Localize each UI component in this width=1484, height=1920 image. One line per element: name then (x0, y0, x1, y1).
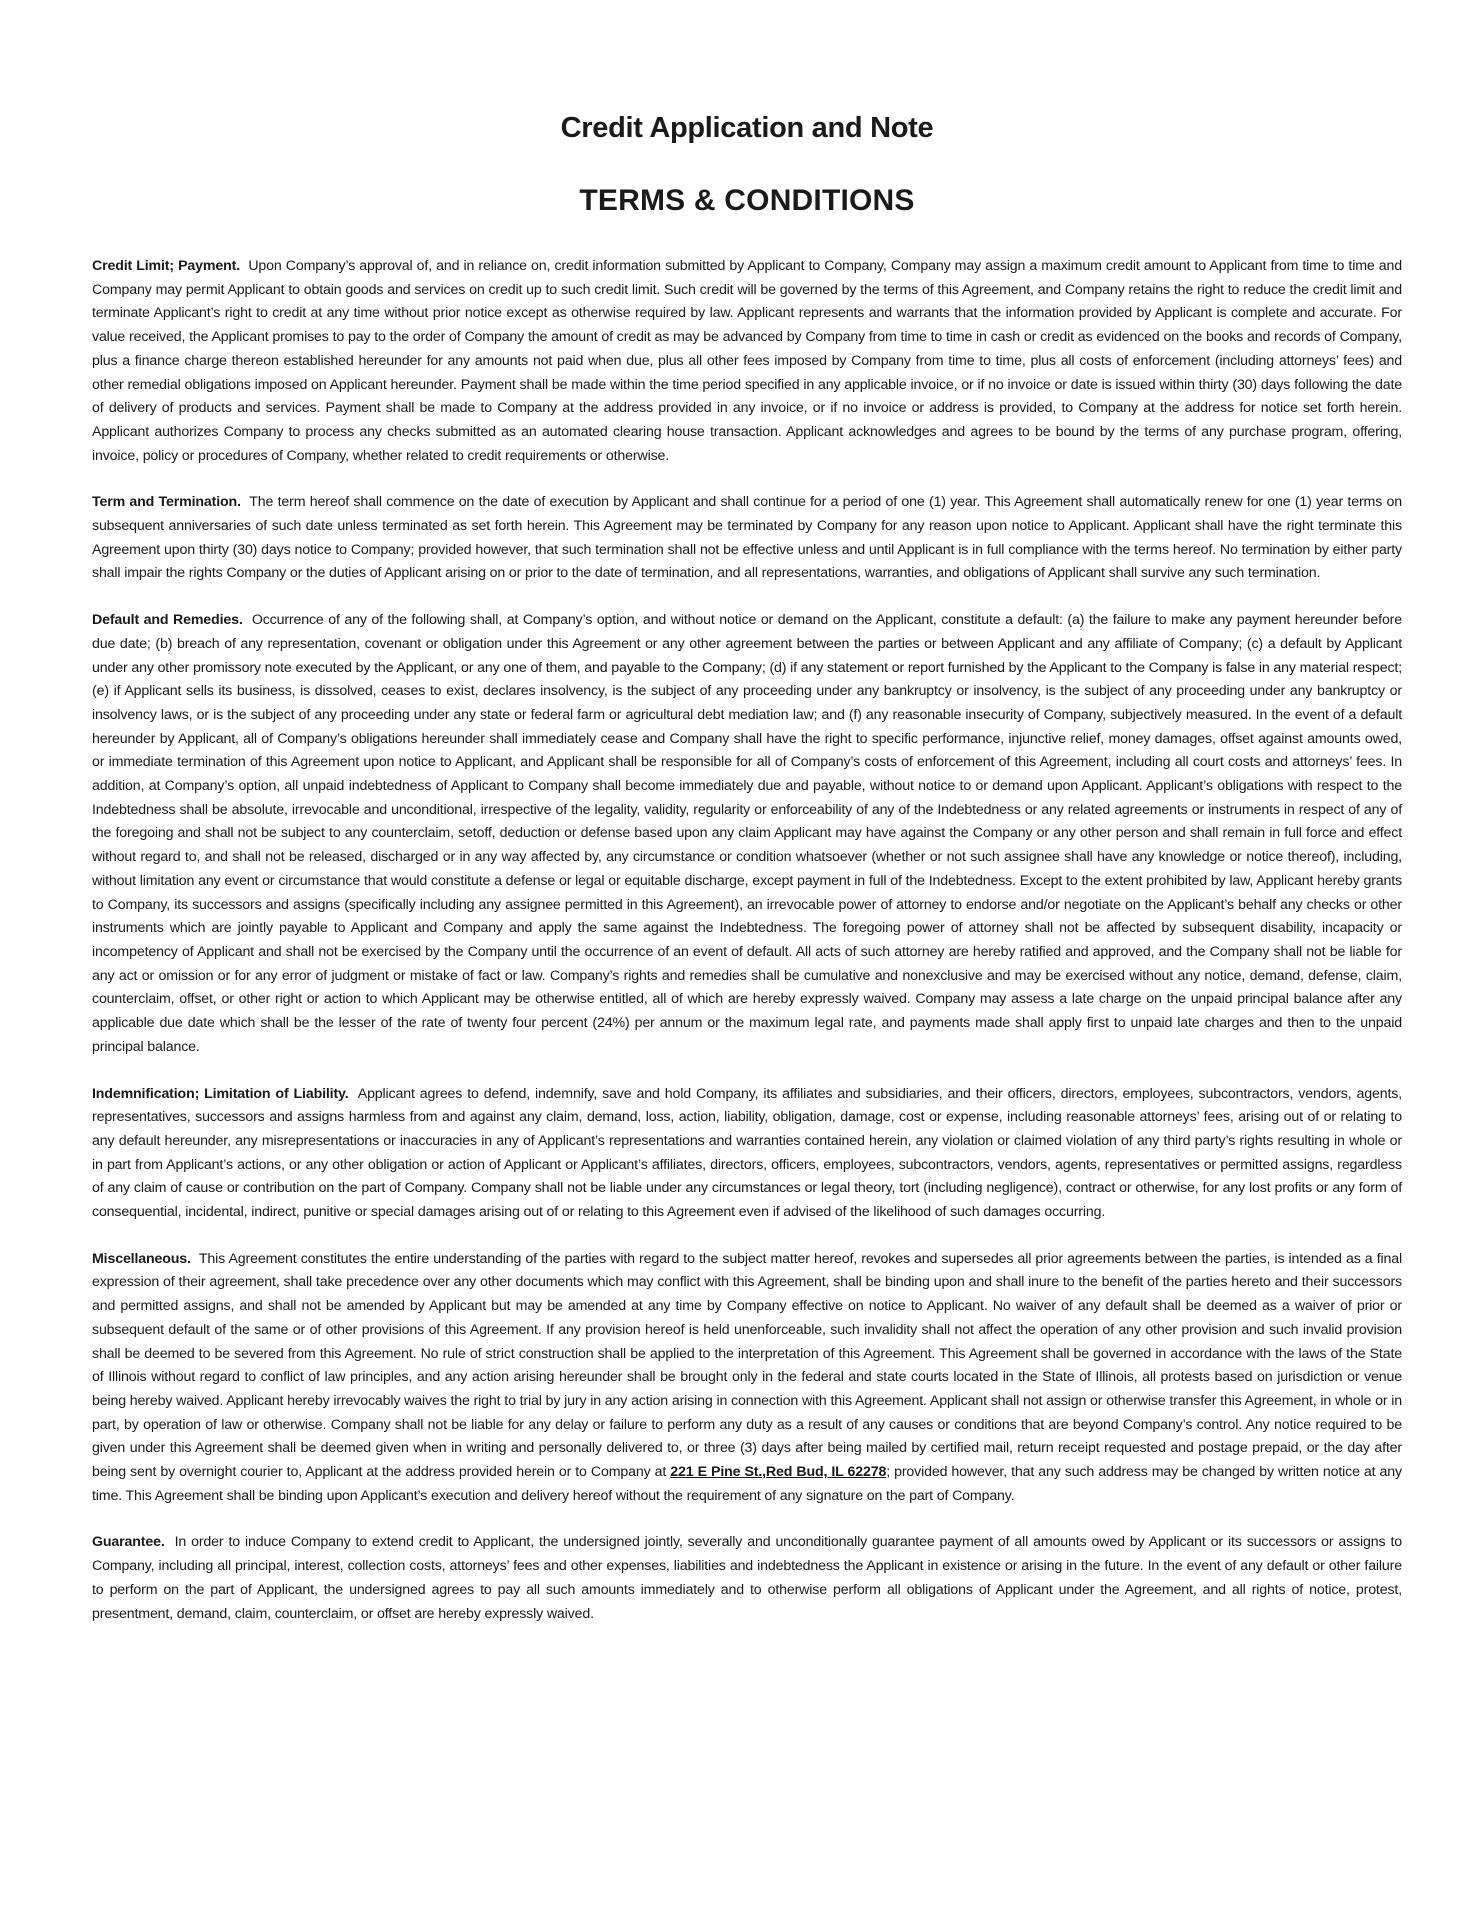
section-default-remedies (92, 609, 1402, 1059)
section-heading: Credit Limit; Payment. (92, 258, 240, 274)
section-credit-limit (92, 255, 1402, 468)
section-heading: Default and Remedies. (92, 612, 243, 629)
section-miscellaneous (92, 1248, 1402, 1509)
section-text: Applicant agrees to defend, indemnify, save and hold Company, its affiliates and subsidiaries, and their officers, directors, employees, subcontractors, vendors, agents, representatives, successors and assigns harmless from and against any claim, demand, loss, action, liability, obligation, damage, cost or expense, including reasonable attorneys’ fees, arising out of or relating to any default hereunder, any misrepresentations or inaccuracies in any of Applicant’s representations and warranties contained herein, any violation or claimed violation of any third party’s rights resulting in whole or in part from Applicant’s actions, or any other obligation or action of Applicant or Applicant’s affiliates, directors, officers, employees, subcontractors, vendors, agents, representatives or permitted assigns, regardless of any claim of cause or contribution on the part of Company. Company shall not be liable under any circumstances or legal theory, tort (including negligence), contract or otherwise, for any lost profits or any form of consequential, incidental, indirect, punitive or special damages arising out of or relating to this Agreement even if advised of the likelihood of such damages occurring. (92, 1085, 1402, 1221)
section-heading: Guarantee. (92, 1534, 165, 1551)
section-indemnification (92, 1083, 1402, 1225)
section-heading: Indemnification; Limitation of Liability. (92, 1085, 349, 1102)
section-text: Upon Company’s approval of, and in reliance on, credit information submitted by Applicant to Company, Company may assign a maximum credit amount to Applicant from time to time and Company may permit Applicant to obtain goods and services on credit up to such credit limit. Such credit will be governed by the terms of this Agreement, and Company retains the right to reduce the credit limit and terminate Applicant’s right to credit at any time without prior notice except as otherwise required by law. Applicant represents and warrants that the information provided by Applicant is complete and accurate. For value received, the Applicant promises to pay to the order of Company the amount of credit as may be advanced by Company from time to time in cash or credit as evidenced on the books and records of Company, plus a finance charge thereon established hereunder for any amounts not paid when due, plus all other fees imposed by Company from time to time, plus all costs of enforcement (including attorneys’ fees) and other remedial obligations imposed on Applicant hereunder. Payment shall be made within the time period specified in any applicable invoice, or if no invoice or date is issued within thirty (30) days following the date of delivery of products and services. Payment shall be made to Company at the address provided in any invoice, or if no invoice or address is provided, to Company at the address for notice set forth herein. Applicant authorizes Company to process any checks submitted as an automated clearing house transaction. Applicant acknowledges and agrees to be bound by the terms of any purchase program, offering, invoice, policy or procedures of Company, whether related to credit requirements or otherwise. (92, 258, 1402, 464)
document-title: Credit Application and Note (560, 112, 934, 144)
section-text-continued: ; provided however, that any such address may be changed by written notice at any time. This Agreement shall be binding upon Applicant’s execution and delivery hereof without the requirement of any signature on the part of Company. (92, 1464, 1402, 1504)
section-guarantee (92, 1531, 1402, 1626)
section-term-termination (92, 491, 1402, 586)
section-text: Occurrence of any of the following shall, at Company’s option, and without notice or demand on the Applicant, constitute a default: (a) the failure to make any payment hereunder before due date; (b) breach of any representation, covenant or obligation under this Agreement or any other agreement between the parties or between Applicant and any affiliate of Company; (c) a default by Applicant under any other promissory note executed by the Applicant, or any one of them, and payable to the Company; (d) if any statement or report furnished by the Applicant to the Company is false in any material respect; (e) if Applicant sells its business, is dissolved, ceases to exist, declares insolvency, is the subject of any proceeding under any bankruptcy or insolvency, is the subject of any proceeding under any bankruptcy or insolvency laws, or is the subject of any proceeding under any state or federal farm or agricultural debt mediation law; and (f) any reasonable insecurity of Company, subjectively measured. In the event of a default hereunder by Applicant, all of Company’s obligations hereunder shall immediately cease and Company shall have the right to specific performance, injunctive relief, money damages, offset against amounts owed, or immediate termination of this Agreement upon notice to Applicant, and Applicant shall be responsible for all of Company’s costs of enforcement of this Agreement, including all court costs and attorneys’ fees. In addition, at Company’s option, all unpaid indebtedness of Applicant to Company shall become immediately due and payable, without notice to or demand upon Applicant. Applicant’s obligations with respect to the Indebtedness shall be absolute, irrevocable and unconditional, irrespective of the legality, validity, regularity or enforceability of any of the Indebtedness or any related agreements or instruments in respect of any of the foregoing and shall not be subject to any counterclaim, setoff, deduction or defense based upon any claim Applicant may have against the Company or any other person and shall remain in full force and effect without regard to, and shall not be released, discharged or in any way affected by, any circumstance or condition whatsoever (whether or not such assignee shall have any knowledge or notice thereof), including, without limitation any event or circumstance that would constitute a defense or legal or equitable discharge, except payment in full of the Indebtedness. Except to the extent prohibited by law, Applicant hereby grants to Company, its successors and assigns (specifically including any assignee permitted in this Agreement), an irrevocable power of attorney to endorse and/or negotiate on the Applicant’s behalf any checks or other instruments which are jointly payable to Applicant and Company and apply the same against the Indebtedness. The foregoing power of attorney shall not be affected by subsequent disability, incapacity or incompetency of Applicant and shall not be exercised by the Company until the occurrence of an event of default. All acts of such attorney are hereby ratified and approved, and the Company shall not be liable for any act or omission or for any error of judgment or mistake of fact or law. Company’s rights and remedies shall be cumulative and nonexclusive and may be exercised without any notice, demand, defense, claim, counterclaim, offset, or other right or action to which Applicant may be otherwise entitled, all of which are hereby expressly waived. Company may assess a late charge on the unpaid principal balance after any applicable due date which shall be the lesser of the rate of twenty four percent (24%) per annum or the maximum legal rate, and payments made shall apply first to unpaid late charges and then to the unpaid principal balance. (92, 612, 1402, 1055)
section-text: This Agreement constitutes the entire understanding of the parties with regard to the subject matter hereof, revokes and supersedes all prior agreements between the parties, is intended as a final expression of their agreement, shall take precedence over any other documents which may conflict with this Agreement, shall be binding upon and shall inure to the benefit of the parties hereto and their successors and permitted assigns, and shall not be amended by Applicant but may be amended at any time by Company effective on notice to Applicant. No waiver of any default shall be deemed as a waiver of prior or subsequent default of the same or of other provisions of this Agreement. If any provision hereof is held unenforceable, such invalidity shall not affect the operation of any other provision and such invalid provision shall be deemed to be severed from this Agreement. No rule of strict construction shall be applied to the interpretation of this Agreement. This Agreement shall be governed in accordance with the laws of the State of Illinois without regard to conflict of law principles, and any action arising hereunder shall be brought only in the federal and state courts located in the State of Illinois, all protests based on jurisdiction or venue being hereby waived. Applicant hereby irrevocably waives the right to trial by jury in any action arising in connection with this Agreement. Applicant shall not assign or otherwise transfer this Agreement, in whole or in part, by operation of law or otherwise. Company shall not be liable for any delay or failure to perform any duty as a result of any causes or conditions that are beyond Company’s control. Any notice required to be given under this Agreement shall be deemed given when in writing and personally delivered to, or three (3) days after being mailed by certified mail, return receipt requested and postage prepaid, or the day after being sent by overnight courier to, Applicant at the address provided herein or to Company at (92, 1250, 1402, 1481)
section-text: The term hereof shall commence on the date of execution by Applicant and shall continue for a period of one (1) year. This Agreement shall automatically renew for one (1) year terms on subsequent anniversaries of such date unless terminated as set forth herein. This Agreement may be terminated by Company for any reason upon notice to Applicant. Applicant shall have the right terminate this Agreement upon thirty (30) days notice to Company; provided however, that such termination shall not be effective unless and until Applicant is in full compliance with the terms hereof. No termination by either party shall impair the rights Company or the duties of Applicant arising on or prior to the date of termination, and all representations, warranties, and obligations of Applicant shall survive any such termination. (92, 494, 1402, 582)
document-subtitle: TERMS & CONDITIONS (579, 184, 915, 217)
section-heading: Miscellaneous. (92, 1250, 191, 1267)
company-address: 221 E Pine St.,Red Bud, IL 62278 (670, 1464, 887, 1481)
section-text: In order to induce Company to extend credit to Applicant, the undersigned jointly, severally and unconditionally guarantee payment of all amounts owed by Applicant or its successors or assigns to Company, including all principal, interest, collection costs, attorneys’ fees and other expenses, liabilities and indebtedness the Applicant in existence or arising in the future. In the event of any default or other failure to perform on the part of Applicant, the undersigned agrees to pay all such amounts immediately and to otherwise perform all obligations of Applicant under the Agreement, and all rights of notice, protest, presentment, demand, claim, counterclaim, or offset are hereby expressly waived. (92, 1534, 1402, 1622)
section-heading: Term and Termination. (92, 494, 241, 511)
terms-body (92, 255, 1402, 1649)
